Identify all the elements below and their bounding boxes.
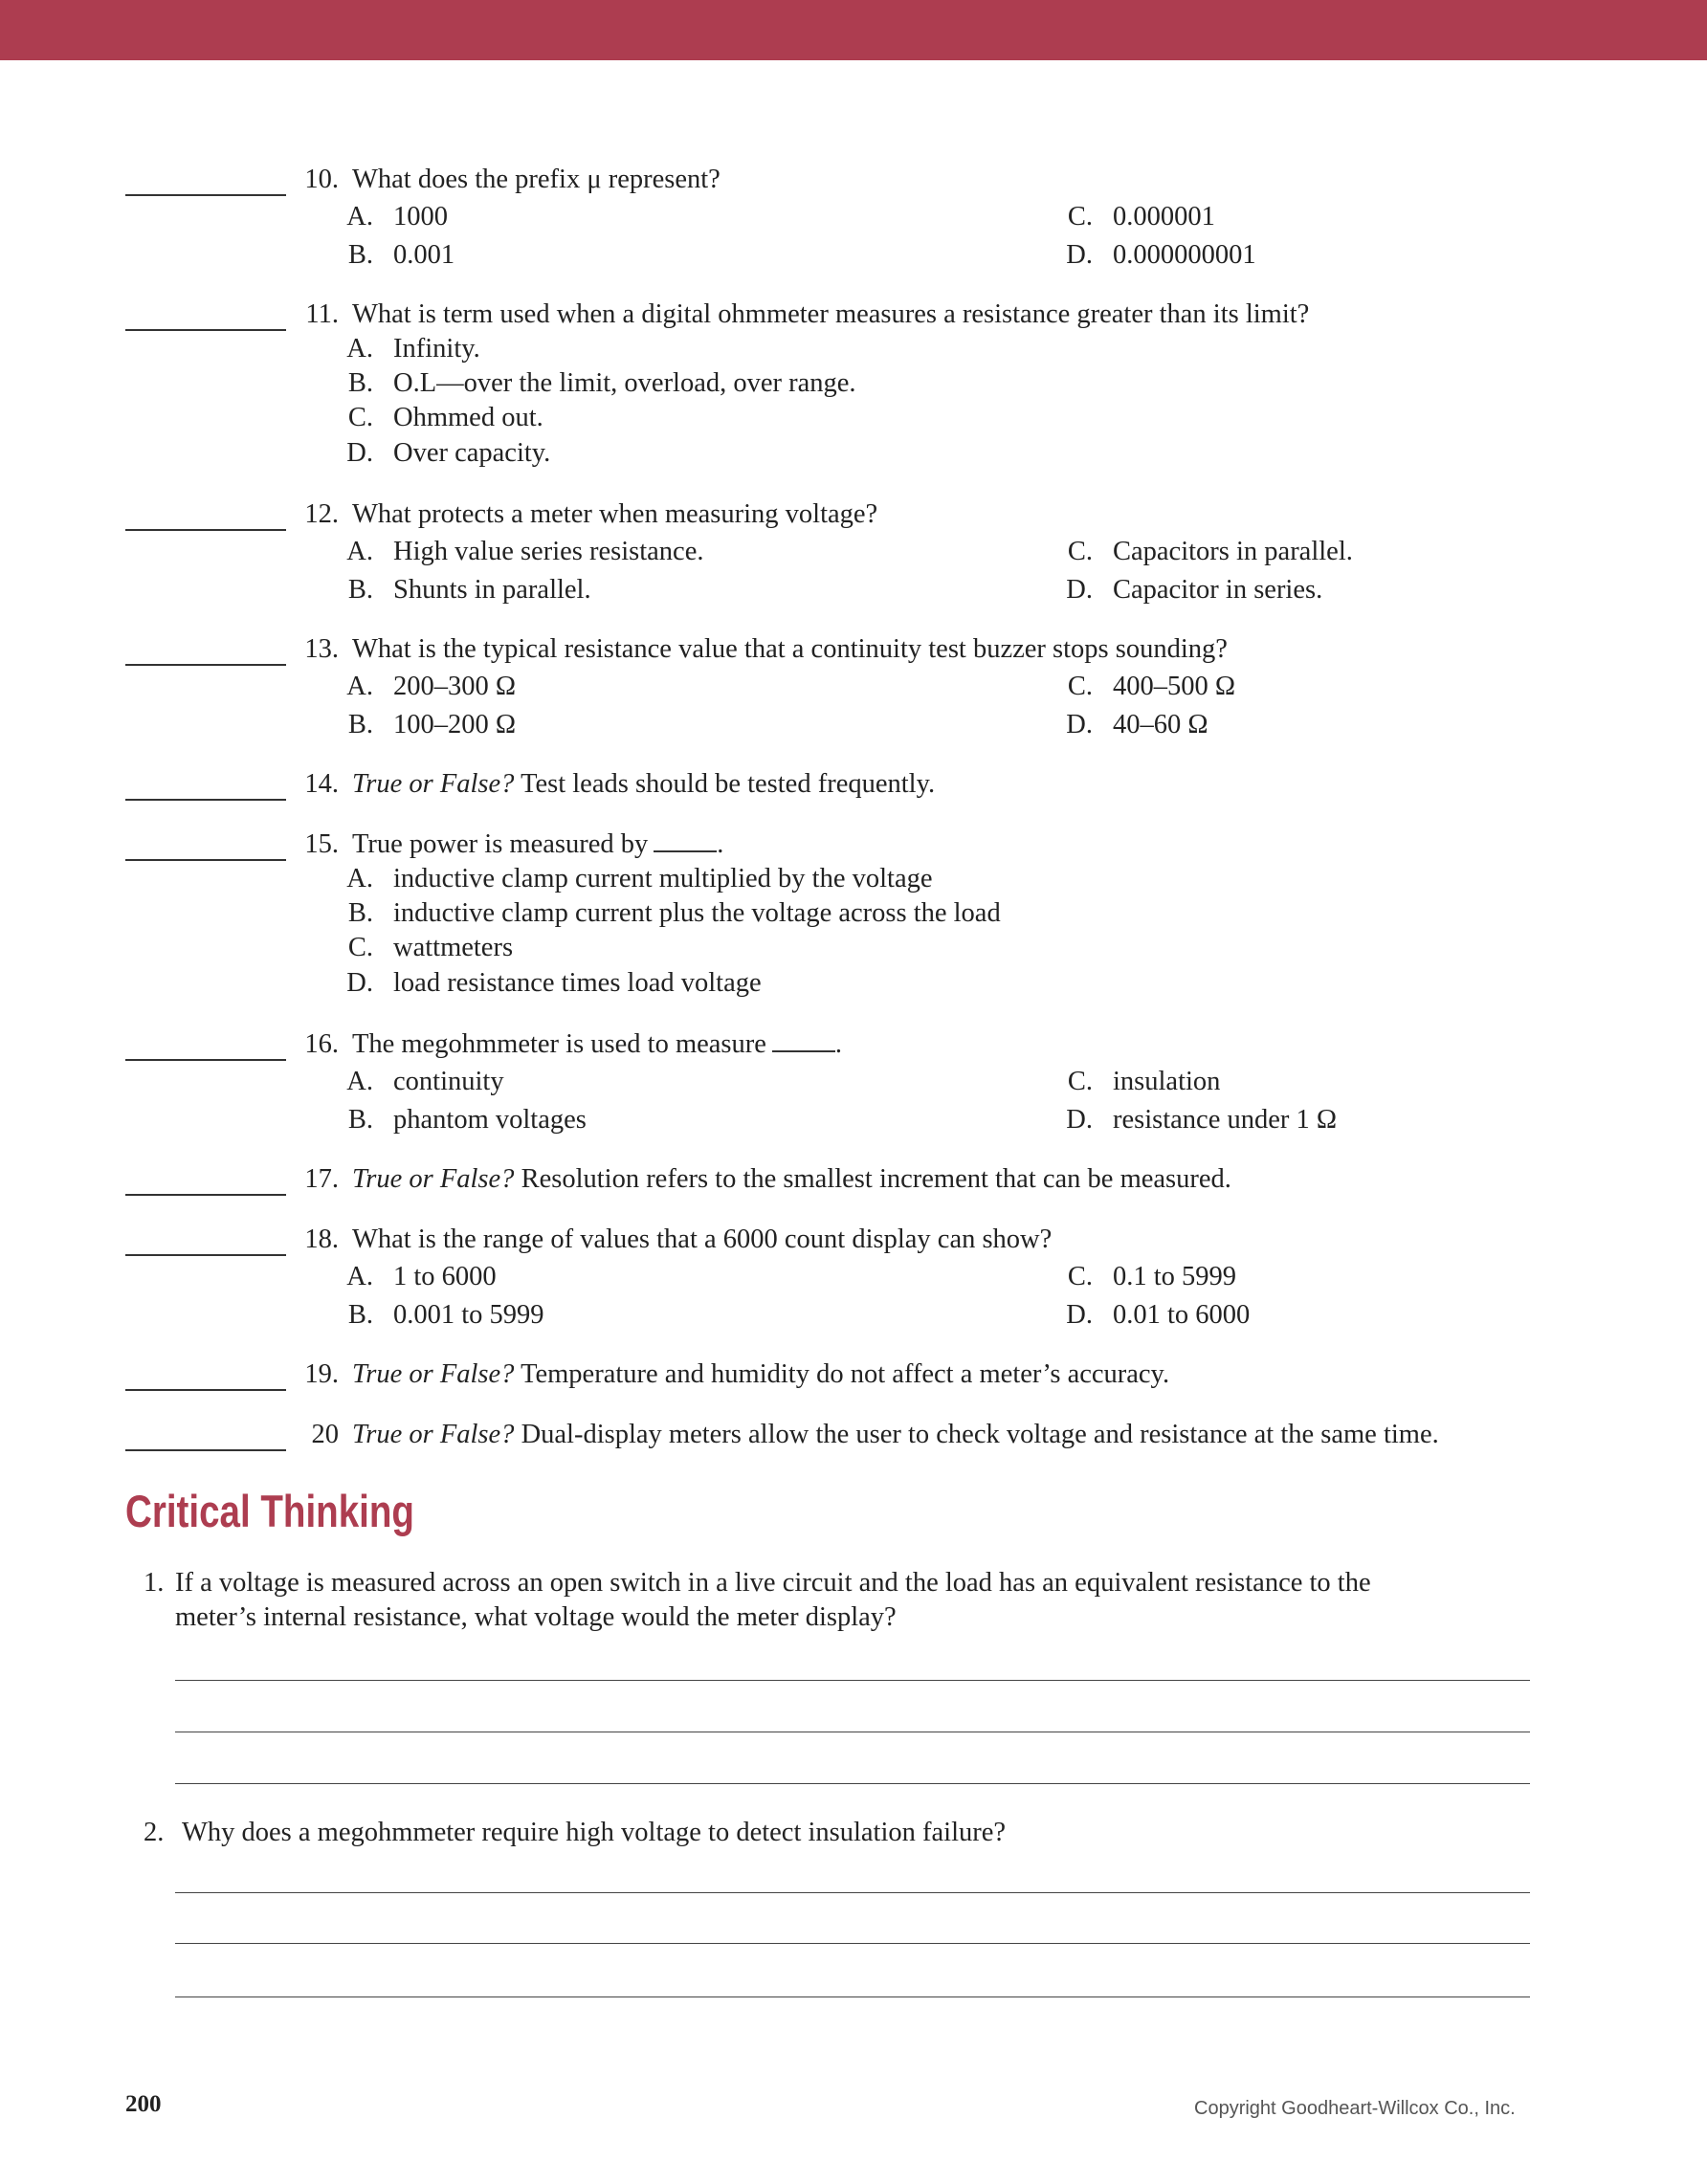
true-false-label: True or False? bbox=[352, 769, 515, 799]
page-number: 200 bbox=[125, 2091, 162, 2117]
true-false-label: True or False? bbox=[352, 1359, 515, 1389]
answer-blank[interactable] bbox=[125, 799, 286, 801]
item-text-line-1: Why does a megohmmeter require high voltage to detect insulation failure? bbox=[182, 1818, 1007, 1847]
answer-blank[interactable] bbox=[125, 1449, 286, 1451]
true-false-label: True or False? bbox=[352, 1164, 515, 1194]
question-number: 12. bbox=[304, 499, 339, 529]
answer-blank[interactable] bbox=[125, 1254, 286, 1256]
question-number: 17. bbox=[304, 1164, 339, 1194]
item-number: 2. bbox=[144, 1818, 165, 1847]
question-stem: What protects a meter when measuring voltage? bbox=[352, 499, 878, 529]
question-number: 11. bbox=[305, 299, 339, 329]
question-number: 19. bbox=[304, 1359, 339, 1389]
answer-blank[interactable] bbox=[125, 194, 286, 196]
question-number: 14. bbox=[304, 769, 339, 799]
question-number: 16. bbox=[304, 1029, 339, 1059]
answer-line[interactable] bbox=[175, 1996, 1530, 1997]
fill-in-blank bbox=[654, 829, 717, 852]
question-number: 13. bbox=[304, 634, 339, 664]
question-stem: True or False? Dual-display meters allow the user to check voltage and resistance at the same time. bbox=[352, 1420, 1439, 1449]
question-stem: What is the range of values that a 6000 count display can show? bbox=[352, 1224, 1053, 1254]
question-number: 20 bbox=[311, 1420, 339, 1449]
answer-blank[interactable] bbox=[125, 1194, 286, 1196]
question-stem: What does the prefix μ represent? bbox=[352, 165, 720, 194]
question-number: 18. bbox=[304, 1224, 339, 1254]
answer-blank[interactable] bbox=[125, 1059, 286, 1061]
question-stem: True or False? Resolution refers to the smallest increment that can be measured. bbox=[352, 1164, 1231, 1194]
question-number: 15. bbox=[304, 829, 339, 859]
item-number: 1. bbox=[144, 1568, 165, 1598]
answer-blank[interactable] bbox=[125, 1389, 286, 1391]
item-text-line-1: If a voltage is measured across an open switch in a live circuit and the load has an equivalent resistance to the bbox=[175, 1568, 1371, 1598]
fill-in-blank bbox=[772, 1029, 835, 1052]
answer-line[interactable] bbox=[175, 1943, 1530, 1944]
question-stem: True or False? Test leads should be tested frequently. bbox=[352, 769, 936, 799]
question-stem: The megohmmeter is used to measure . bbox=[352, 1029, 843, 1059]
answer-blank[interactable] bbox=[125, 529, 286, 531]
answer-blank[interactable] bbox=[125, 664, 286, 666]
item-text-line-2: meter’s internal resistance, what voltage would the meter display? bbox=[175, 1602, 897, 1632]
answer-line[interactable] bbox=[175, 1783, 1530, 1784]
true-false-label: True or False? bbox=[352, 1420, 515, 1449]
answer-line[interactable] bbox=[175, 1892, 1530, 1893]
answer-line[interactable] bbox=[175, 1680, 1530, 1681]
section-heading: Critical Thinking bbox=[125, 1486, 414, 1536]
question-number: 10. bbox=[304, 165, 339, 194]
question-stem: True power is measured by . bbox=[352, 829, 724, 859]
copyright-notice: Copyright Goodheart-Willcox Co., Inc. bbox=[1194, 2098, 1516, 2119]
question-stem: What is the typical resistance value that a continuity test buzzer stops sounding? bbox=[352, 634, 1228, 664]
answer-blank[interactable] bbox=[125, 329, 286, 331]
question-stem: True or False? Temperature and humidity do not affect a meter’s accuracy. bbox=[352, 1359, 1170, 1389]
header-bar bbox=[0, 0, 1707, 60]
question-stem: What is term used when a digital ohmmeter measures a resistance greater than its limit? bbox=[352, 299, 1310, 329]
answer-blank[interactable] bbox=[125, 859, 286, 861]
